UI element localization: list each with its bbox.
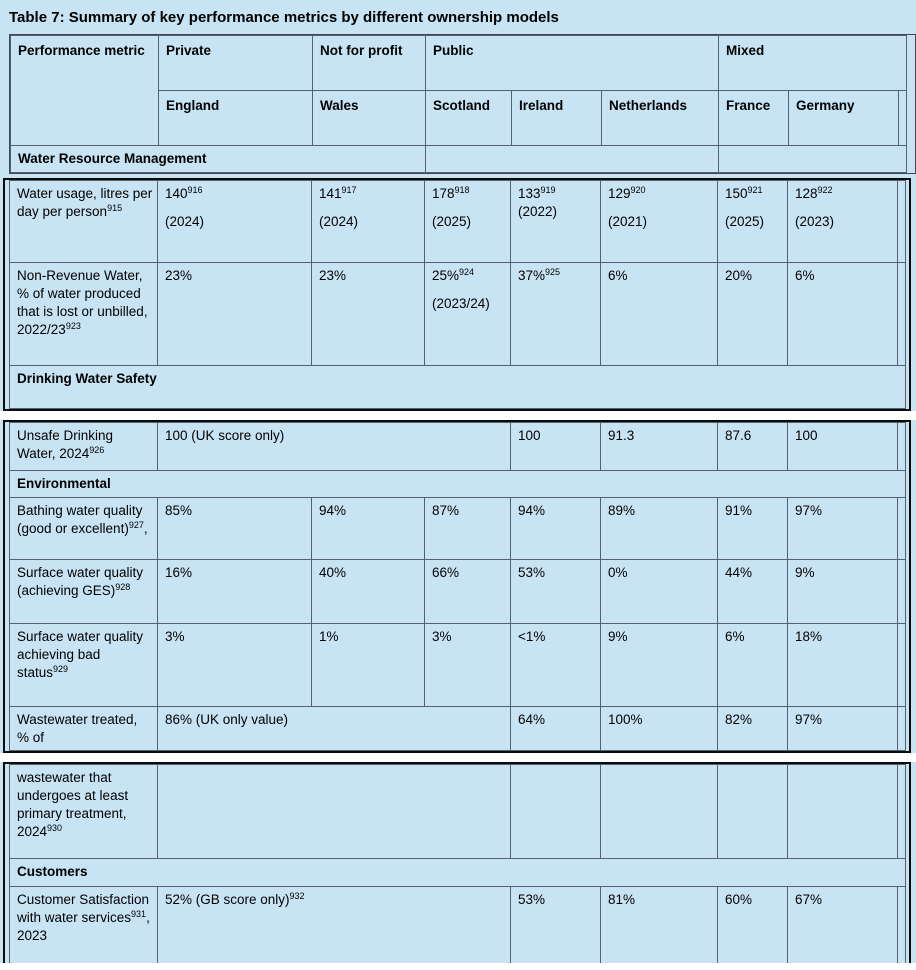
table-chunk-page-2-grid	[9, 180, 906, 409]
table-row-non-revenue-water	[10, 263, 906, 366]
cell-wastewater-treated-germany: 97%	[788, 707, 898, 751]
cell-wastewater-treated-france: 82%	[718, 707, 788, 751]
cell-water-usage-germany: $128^{922}$ (2023)	[788, 181, 898, 263]
cell-wastewater-treated-continued-netherlands	[601, 765, 718, 859]
cell-header-groups-scotland: Public	[426, 36, 719, 91]
cell-wastewater-treated-metric: Wastewater treated, % of	[10, 707, 158, 751]
cell-surface-water-quality-ges-scotland: 66%	[425, 560, 511, 624]
cell-header-countries-england: England	[159, 91, 313, 146]
page-break-gap	[0, 753, 916, 762]
table-row-section-environmental	[10, 471, 906, 498]
table-row-unsafe-drinking-water	[10, 423, 906, 471]
cell-surface-water-quality-ges-metric: Surface water quality (achieving GES)$^{928}$	[10, 560, 158, 624]
cell-customer-satisfaction-england: 52% (GB score only)$^{932}$	[158, 887, 511, 964]
cell-water-usage-metric: Water usage, litres per day per person$^{915}$	[10, 181, 158, 263]
cell-non-revenue-water-germany: 6%	[788, 263, 898, 366]
table-row-header-groups	[11, 36, 907, 91]
cell-bathing-water-quality-netherlands: 89%	[601, 498, 718, 560]
cell-surface-water-quality-bad-france: 6%	[718, 624, 788, 707]
cell-header-countries-wales: Wales	[313, 91, 426, 146]
cell-customer-satisfaction-metric: Customer Satisfaction with water services$^{931}$, 2023	[10, 887, 158, 964]
table-row-wastewater-treated	[10, 707, 906, 751]
table-chunk-page-4-grid	[9, 764, 906, 963]
table-row-bathing-water-quality	[10, 498, 906, 560]
cell-surface-water-quality-bad-scotland: 3%	[425, 624, 511, 707]
cell-bathing-water-quality-germany: 97%	[788, 498, 898, 560]
cell-header-countries-spacer	[899, 91, 907, 146]
cell-wastewater-treated-netherlands: 100%	[601, 707, 718, 751]
cell-header-groups-metric: Performance metric	[11, 36, 159, 146]
table-chunk-page-3-grid	[9, 422, 906, 751]
table-row-section-customers	[10, 859, 906, 887]
cell-non-revenue-water-wales: 23%	[312, 263, 425, 366]
cell-wastewater-treated-england: 86% (UK only value)	[158, 707, 511, 751]
cell-wastewater-treated-continued-metric: wastewater that undergoes at least primary treatment, 2024$^{930}$	[10, 765, 158, 859]
cell-bathing-water-quality-scotland: 87%	[425, 498, 511, 560]
cell-unsafe-drinking-water-metric: Unsafe Drinking Water, 2024$^{926}$	[10, 423, 158, 471]
cell-section-drinking-water-safety-metric: Drinking Water Safety	[10, 366, 906, 409]
cell-surface-water-quality-bad-england: 3%	[158, 624, 312, 707]
cell-bathing-water-quality-metric: Bathing water quality (good or excellent)$^{927}$,	[10, 498, 158, 560]
cell-wastewater-treated-ireland: 64%	[511, 707, 601, 751]
cell-surface-water-quality-ges-wales: 40%	[312, 560, 425, 624]
cell-section-customers-metric: Customers	[10, 859, 906, 887]
cell-surface-water-quality-ges-netherlands: 0%	[601, 560, 718, 624]
cell-surface-water-quality-ges-germany: 9%	[788, 560, 898, 624]
page-break-gap	[0, 411, 916, 420]
cell-wastewater-treated-continued-germany	[788, 765, 898, 859]
table-row-water-usage	[10, 181, 906, 263]
cell-water-usage-wales: $141^{917}$ (2024)	[312, 181, 425, 263]
cell-wastewater-treated-continued-ireland	[511, 765, 601, 859]
table-row-surface-water-quality-bad	[10, 624, 906, 707]
cell-non-revenue-water-scotland: 25%$^{924}$ (2023/24)	[425, 263, 511, 366]
cell-wastewater-treated-continued-spacer	[898, 765, 906, 859]
table-7	[0, 34, 916, 963]
cell-header-groups-wales: Not for profit	[313, 36, 426, 91]
cell-water-usage-spacer	[898, 181, 906, 263]
cell-customer-satisfaction-spacer	[898, 887, 906, 964]
cell-surface-water-quality-ges-spacer	[898, 560, 906, 624]
cell-surface-water-quality-ges-ireland: 53%	[511, 560, 601, 624]
cell-header-countries-netherlands: Netherlands	[602, 91, 719, 146]
cell-bathing-water-quality-wales: 94%	[312, 498, 425, 560]
table-chunk-header	[9, 34, 916, 174]
cell-water-usage-scotland: $178^{918}$ (2025)	[425, 181, 511, 263]
cell-wastewater-treated-spacer	[898, 707, 906, 751]
cell-unsafe-drinking-water-england: 100 (UK score only)	[158, 423, 511, 471]
cell-non-revenue-water-metric: Non-Revenue Water, % of water produced that is lost or unbilled, $2022/23^{923}$	[10, 263, 158, 366]
cell-customer-satisfaction-netherlands: 81%	[601, 887, 718, 964]
cell-header-countries-scotland: Scotland	[426, 91, 512, 146]
cell-water-usage-england: $140^{916}$ (2024)	[158, 181, 312, 263]
table-row-section-water-resource-management	[11, 146, 907, 173]
cell-wastewater-treated-continued-england	[158, 765, 511, 859]
table-title: Table 7: Summary of key performance metrics by different ownership models	[9, 9, 559, 26]
cell-bathing-water-quality-spacer	[898, 498, 906, 560]
cell-section-water-resource-management-scotland	[426, 146, 719, 173]
cell-non-revenue-water-spacer	[898, 263, 906, 366]
cell-unsafe-drinking-water-france: 87.6	[718, 423, 788, 471]
cell-water-usage-france: $150^{921}$ (2025)	[718, 181, 788, 263]
cell-unsafe-drinking-water-germany: 100	[788, 423, 898, 471]
cell-non-revenue-water-england: 23%	[158, 263, 312, 366]
cell-non-revenue-water-france: 20%	[718, 263, 788, 366]
table-chunk-page-4	[3, 762, 911, 963]
cell-surface-water-quality-ges-france: 44%	[718, 560, 788, 624]
cell-surface-water-quality-bad-germany: 18%	[788, 624, 898, 707]
cell-surface-water-quality-bad-metric: Surface water quality achieving bad status$^{929}$	[10, 624, 158, 707]
cell-header-countries-germany: Germany	[789, 91, 899, 146]
table-row-wastewater-treated-continued	[10, 765, 906, 859]
cell-header-groups-england: Private	[159, 36, 313, 91]
cell-water-usage-netherlands: $129^{920}$ (2021)	[601, 181, 718, 263]
cell-customer-satisfaction-ireland: 53%	[511, 887, 601, 964]
cell-header-groups-france: Mixed	[719, 36, 907, 91]
cell-header-countries-france: France	[719, 91, 789, 146]
cell-unsafe-drinking-water-spacer	[898, 423, 906, 471]
table-row-surface-water-quality-ges	[10, 560, 906, 624]
cell-customer-satisfaction-germany: 67%	[788, 887, 898, 964]
cell-section-environmental-metric: Environmental	[10, 471, 906, 498]
cell-bathing-water-quality-france: 91%	[718, 498, 788, 560]
cell-surface-water-quality-bad-netherlands: 9%	[601, 624, 718, 707]
cell-unsafe-drinking-water-ireland: 100	[511, 423, 601, 471]
table-chunk-page-3	[3, 420, 911, 753]
cell-section-water-resource-management-metric: Water Resource Management	[11, 146, 426, 173]
cell-section-water-resource-management-france	[719, 146, 907, 173]
cell-surface-water-quality-bad-spacer	[898, 624, 906, 707]
cell-header-countries-ireland: Ireland	[512, 91, 602, 146]
table-row-customer-satisfaction	[10, 887, 906, 964]
cell-wastewater-treated-continued-france	[718, 765, 788, 859]
cell-bathing-water-quality-ireland: 94%	[511, 498, 601, 560]
cell-surface-water-quality-bad-wales: 1%	[312, 624, 425, 707]
cell-bathing-water-quality-england: 85%	[158, 498, 312, 560]
table-chunk-header-grid	[10, 35, 907, 173]
cell-water-usage-ireland: $133^{919}$ (2022)	[511, 181, 601, 263]
cell-customer-satisfaction-france: 60%	[718, 887, 788, 964]
cell-non-revenue-water-netherlands: 6%	[601, 263, 718, 366]
cell-surface-water-quality-ges-england: 16%	[158, 560, 312, 624]
cell-surface-water-quality-bad-ireland: <1%	[511, 624, 601, 707]
table-chunk-page-2	[3, 178, 911, 411]
cell-non-revenue-water-ireland: 37%$^{925}$	[511, 263, 601, 366]
cell-unsafe-drinking-water-netherlands: 91.3	[601, 423, 718, 471]
table-row-section-drinking-water-safety	[10, 366, 906, 409]
